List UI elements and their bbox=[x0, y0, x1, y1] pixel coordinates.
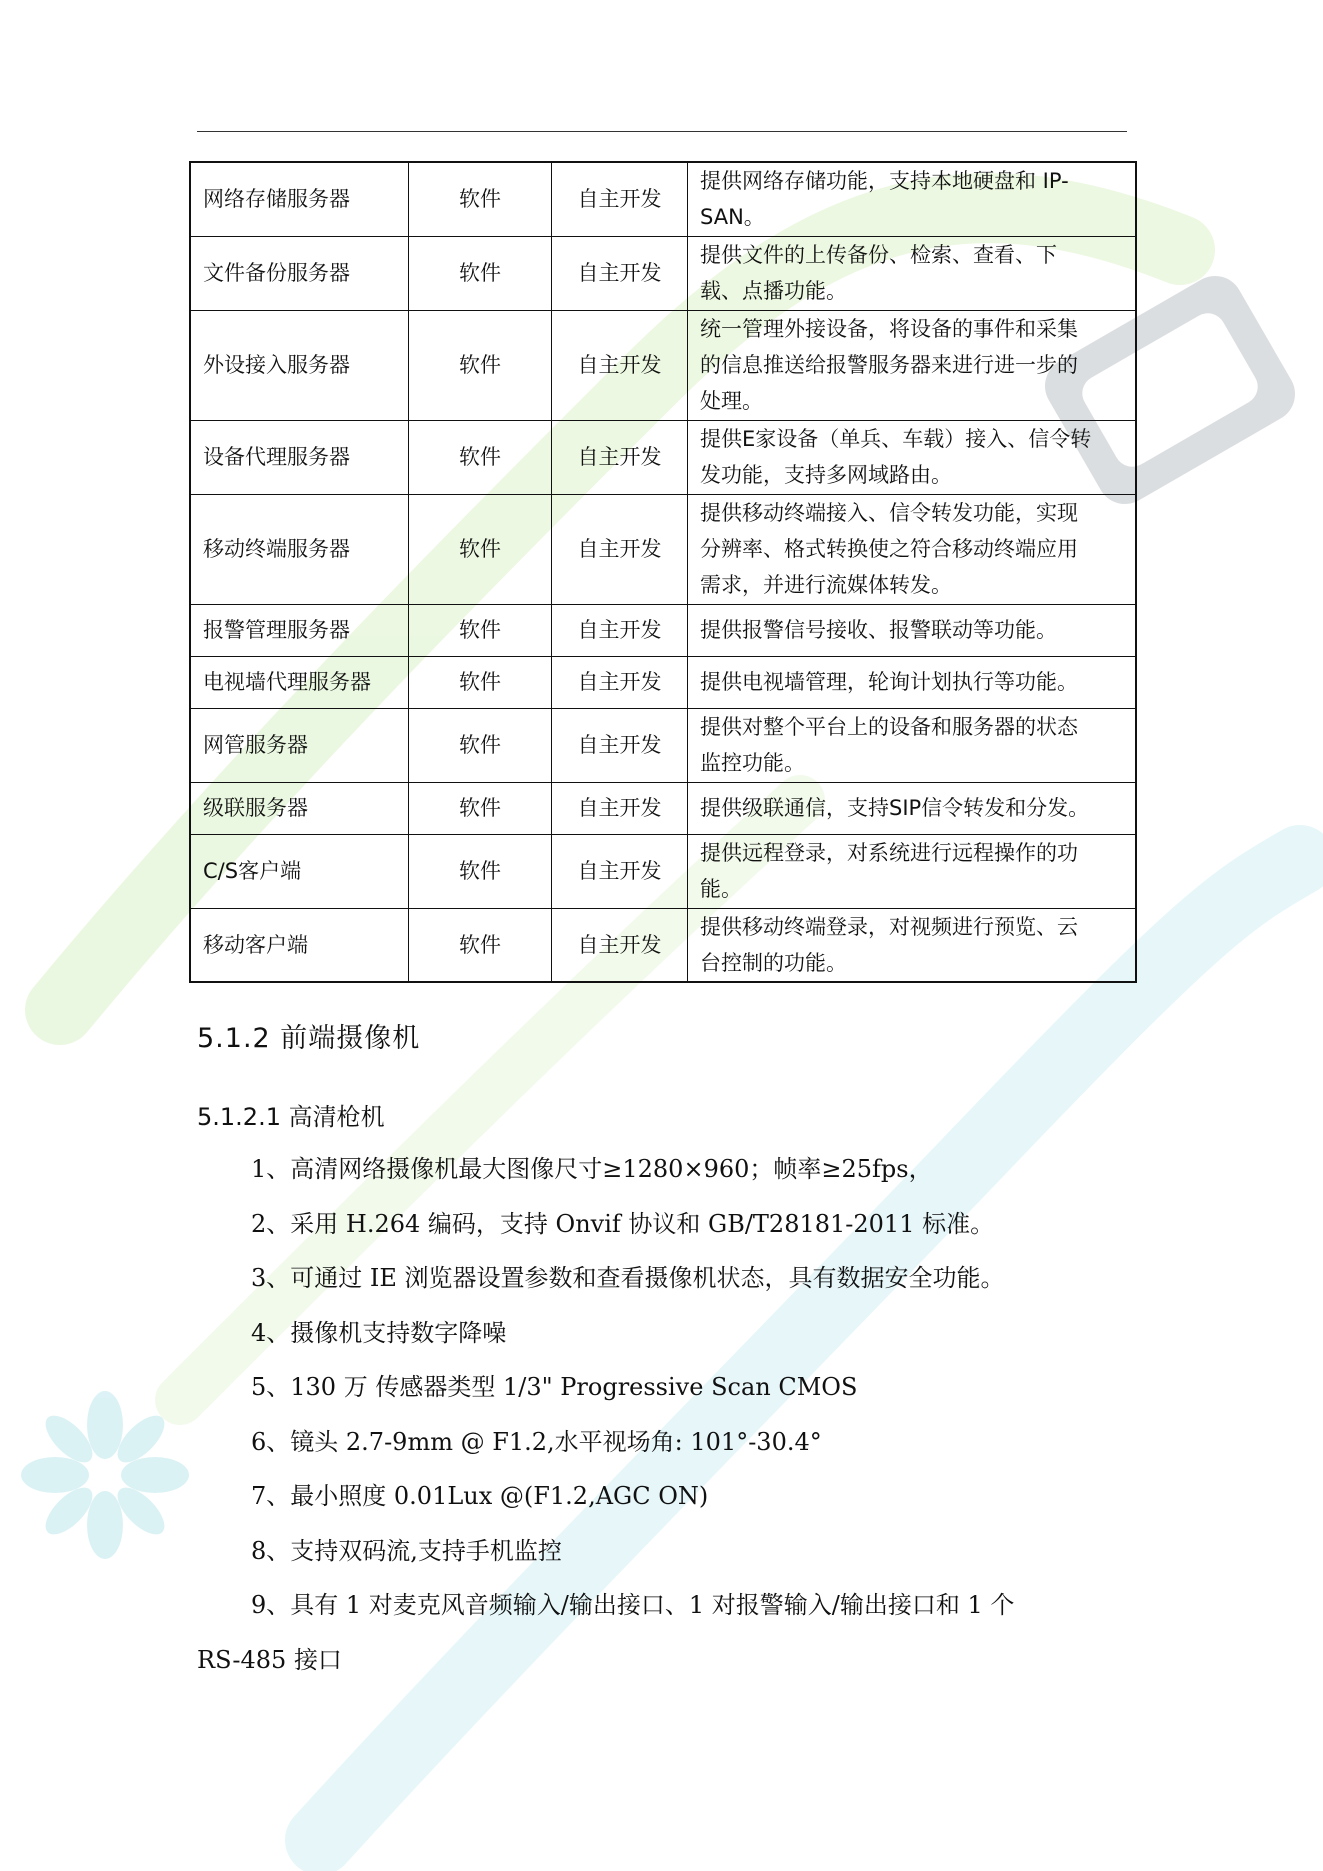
table-row bbox=[190, 782, 1136, 834]
list-item bbox=[197, 1415, 1127, 1470]
desc-line: 的信息推送给报警服务器来进行进一步的 bbox=[700, 353, 1078, 377]
desc-line: 处理。 bbox=[700, 389, 763, 413]
component-name-cell: 级联服务器 bbox=[190, 782, 409, 834]
list-item bbox=[197, 1306, 1127, 1361]
component-source-cell: 自主开发 bbox=[552, 908, 688, 982]
table-row bbox=[190, 494, 1136, 604]
component-type-cell: 软件 bbox=[409, 834, 552, 908]
table-row bbox=[190, 162, 1136, 236]
component-desc-cell bbox=[688, 782, 1137, 834]
list-item-text: 8、支持双码流,支持手机监控 bbox=[251, 1536, 562, 1565]
component-name-cell: 报警管理服务器 bbox=[190, 604, 409, 656]
table-row bbox=[190, 908, 1136, 982]
component-type-cell: 软件 bbox=[409, 782, 552, 834]
component-source-cell: 自主开发 bbox=[552, 494, 688, 604]
component-type-cell: 软件 bbox=[409, 656, 552, 708]
component-desc-cell bbox=[688, 708, 1137, 782]
component-name-cell: 网管服务器 bbox=[190, 708, 409, 782]
component-name-cell: C/S客户端 bbox=[190, 834, 409, 908]
section-heading: 5.1.2 前端摄像机 bbox=[197, 1023, 421, 1054]
desc-line: 提供远程登录，对系统进行远程操作的功 bbox=[700, 841, 1078, 865]
desc-line: 提供网络存储功能，支持本地硬盘和 IP- bbox=[700, 169, 1069, 194]
desc-line: 台控制的功能。 bbox=[700, 950, 847, 975]
desc-line: 提供移动终端接入、信令转发功能，实现 bbox=[700, 501, 1078, 525]
component-name-cell: 移动终端服务器 bbox=[190, 494, 409, 604]
component-type-cell: 软件 bbox=[409, 310, 552, 420]
component-desc-cell bbox=[688, 834, 1137, 908]
list-item-text: 3、可通过 IE 浏览器设置参数和查看摄像机状态，具有数据安全功能。 bbox=[251, 1264, 1005, 1292]
table-row bbox=[190, 420, 1136, 494]
table-row bbox=[190, 604, 1136, 656]
component-desc-cell bbox=[688, 310, 1137, 420]
list-item-text: 1、高清网络摄像机最大图像尺寸≥1280×960；帧率≥25fps， bbox=[251, 1155, 933, 1183]
desc-line: 分辨率、格式转换使之符合移动终端应用 bbox=[700, 537, 1078, 561]
component-desc-cell bbox=[688, 908, 1137, 982]
desc-line: 提供电视墙管理，轮询计划执行等功能。 bbox=[700, 670, 1078, 694]
component-type-cell: 软件 bbox=[409, 162, 552, 236]
component-source-cell: 自主开发 bbox=[552, 656, 688, 708]
list-item bbox=[197, 1524, 1127, 1579]
list-item bbox=[197, 1251, 1127, 1306]
list-item bbox=[197, 1197, 1127, 1252]
desc-line: 提供文件的上传备份、检索、查看、下 bbox=[700, 243, 1057, 267]
desc-line: 监控功能。 bbox=[700, 751, 805, 775]
table-row bbox=[190, 236, 1136, 310]
component-name-cell: 电视墙代理服务器 bbox=[190, 656, 409, 708]
desc-line: 提供E家设备（单兵、车载）接入、信令转 bbox=[700, 427, 1092, 451]
component-desc-cell bbox=[688, 236, 1137, 310]
component-source-cell: 自主开发 bbox=[552, 162, 688, 236]
component-source-cell: 自主开发 bbox=[552, 420, 688, 494]
component-source-cell: 自主开发 bbox=[552, 310, 688, 420]
list-item bbox=[197, 1578, 1127, 1687]
list-item-text: 2、采用 H.264 编码，支持 Onvif 协议和 GB/T28181-2011 标准。 bbox=[251, 1209, 995, 1238]
desc-line: 需求，并进行流媒体转发。 bbox=[700, 573, 952, 597]
desc-line: 提供移动终端登录，对视频进行预览、云 bbox=[700, 914, 1078, 939]
desc-line: 提供报警信号接收、报警联动等功能。 bbox=[700, 618, 1057, 642]
list-item bbox=[197, 1469, 1127, 1524]
list-item-text: 7、最小照度 0.01Lux @(F1.2,AGC ON) bbox=[251, 1482, 709, 1510]
subsection-heading: 5.1.2.1 高清枪机 bbox=[197, 1103, 385, 1131]
component-name-cell: 外设接入服务器 bbox=[190, 310, 409, 420]
list-item bbox=[197, 1360, 1127, 1415]
component-desc-cell bbox=[688, 494, 1137, 604]
component-name-cell: 移动客户端 bbox=[190, 908, 409, 982]
desc-line: SAN。 bbox=[700, 205, 765, 230]
list-item-text: 5、130 万 传感器类型 1/3" Progressive Scan CMOS bbox=[251, 1373, 858, 1401]
list-item-text: 4、摄像机支持数字降噪 bbox=[251, 1318, 507, 1347]
component-type-cell: 软件 bbox=[409, 236, 552, 310]
desc-line: 提供级联通信，支持SIP信令转发和分发。 bbox=[700, 796, 1090, 820]
component-name-cell: 网络存储服务器 bbox=[190, 162, 409, 236]
desc-line: 发功能，支持多网域路由。 bbox=[700, 463, 952, 487]
component-desc-cell bbox=[688, 420, 1137, 494]
component-type-cell: 软件 bbox=[409, 604, 552, 656]
component-name-cell: 文件备份服务器 bbox=[190, 236, 409, 310]
desc-line: 能。 bbox=[700, 877, 742, 901]
component-source-cell: 自主开发 bbox=[552, 782, 688, 834]
component-desc-cell bbox=[688, 162, 1137, 236]
component-desc-cell bbox=[688, 604, 1137, 656]
component-type-cell: 软件 bbox=[409, 420, 552, 494]
software-component-table bbox=[189, 161, 1137, 983]
component-type-cell: 软件 bbox=[409, 708, 552, 782]
watermark-flower-icon bbox=[21, 1391, 189, 1559]
component-source-cell: 自主开发 bbox=[552, 604, 688, 656]
desc-line: 提供对整个平台上的设备和服务器的状态 bbox=[700, 715, 1078, 739]
camera-spec-list bbox=[197, 1142, 1127, 1687]
component-type-cell: 软件 bbox=[409, 494, 552, 604]
component-source-cell: 自主开发 bbox=[552, 834, 688, 908]
header-rule bbox=[197, 131, 1127, 132]
component-type-cell: 软件 bbox=[409, 908, 552, 982]
list-item bbox=[197, 1142, 1127, 1197]
component-desc-cell bbox=[688, 656, 1137, 708]
component-name-cell: 设备代理服务器 bbox=[190, 420, 409, 494]
desc-line: 统一管理外接设备，将设备的事件和采集 bbox=[700, 317, 1078, 341]
list-item-text: 6、镜头 2.7-9mm @ F1.2,水平视场角: 101°-30.4° bbox=[251, 1427, 822, 1456]
list-item-text: 9、具有 1 对麦克风音频输入/输出接口、1 对报警输入/输出接口和 1 个 bbox=[251, 1591, 1015, 1619]
table-row bbox=[190, 310, 1136, 420]
table-row bbox=[190, 708, 1136, 782]
table-row bbox=[190, 834, 1136, 908]
component-source-cell: 自主开发 bbox=[552, 236, 688, 310]
component-source-cell: 自主开发 bbox=[552, 708, 688, 782]
list-item-continuation: RS-485 接口 bbox=[197, 1645, 342, 1674]
table-row bbox=[190, 656, 1136, 708]
desc-line: 载、点播功能。 bbox=[700, 279, 847, 303]
